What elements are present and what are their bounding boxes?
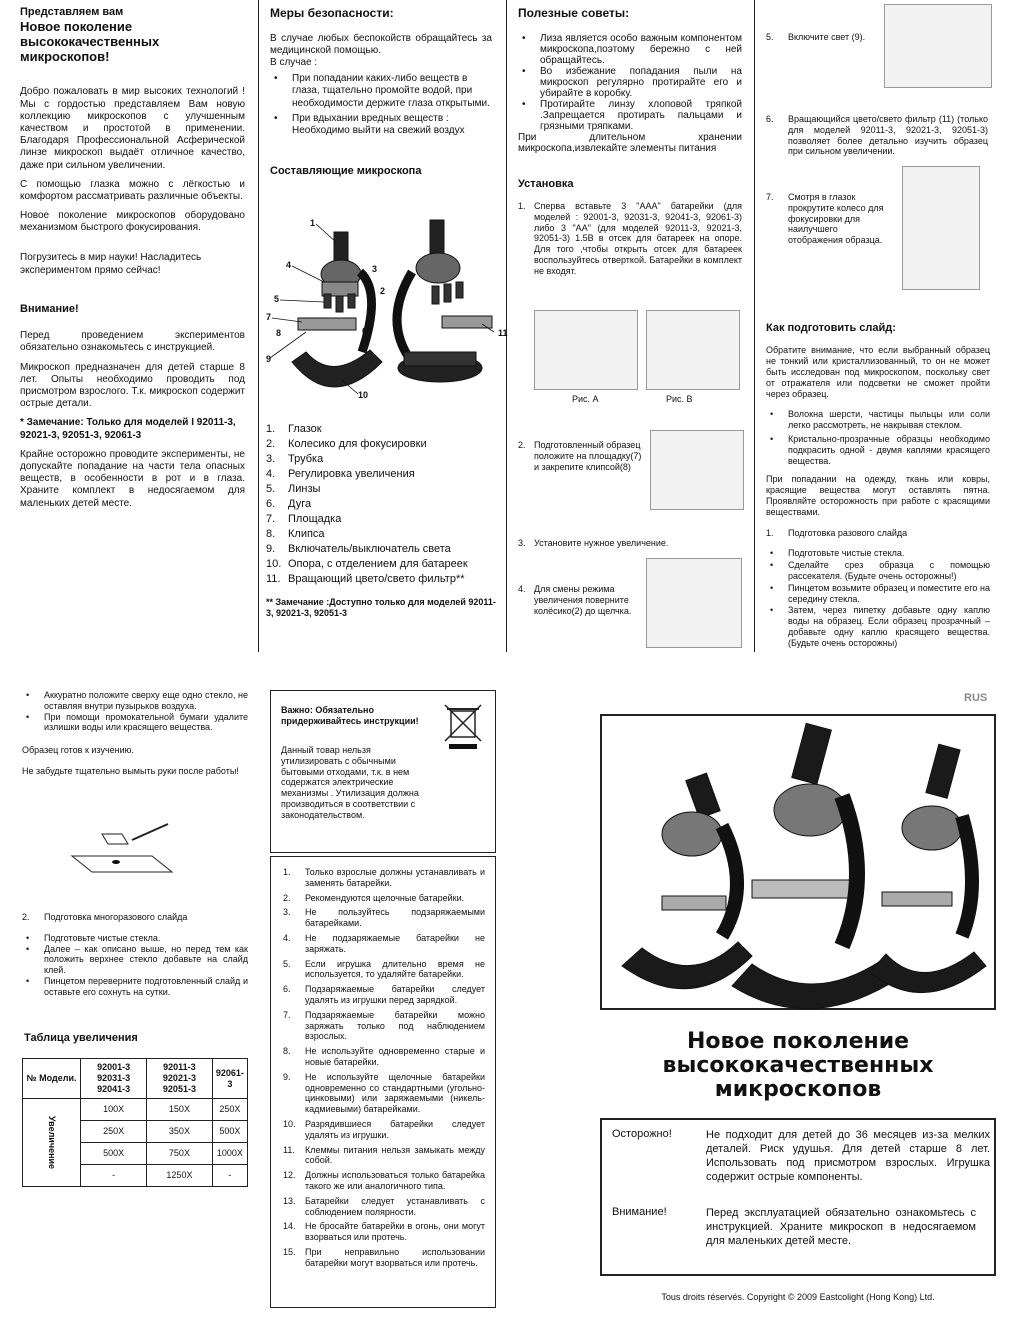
battery-rule-item: 1. Только взрослые должны устанавливать и заменять батарейки. — [283, 867, 485, 888]
table-cell: 150X — [147, 1099, 213, 1121]
divider — [506, 0, 507, 652]
slide-title: Как подготовить слайд: — [766, 322, 896, 334]
slide-warning: При попадании на одежду, ткань или ковры, красящие вещества могут оставлять пятна. Проявляйте осторожность при работе с красящими веществами. — [766, 474, 990, 517]
part-item: 10. Опора, с отделением для батареек — [266, 558, 468, 570]
warning-box — [600, 1118, 996, 1276]
part-item: 7. Площадка — [266, 513, 342, 525]
disposal-title: Важно: Обязательно придерживайтесь инструкции! — [281, 705, 419, 726]
safety-intro: В случае любых беспокойств обращайтесь за медицинской помощью. — [270, 32, 492, 56]
intro-paragraph: Добро пожаловать в мир высоких технологий !Мы с гордостью представляем Вам новую коллекцию микроскопов с улучшенным качеством и простотой в применении. Благодаря Профессиональной Асферической линзе микроскоп выдаёт отличное качество, даже при сильном увеличении. — [20, 86, 245, 171]
step-4-image — [646, 558, 742, 648]
product-title: Новое поколение высококачественных микроскопов — [662, 1029, 934, 1102]
part-item: 4. Регулировка увеличения — [266, 468, 415, 480]
part-item: 8. Клипса — [266, 528, 325, 540]
callout-7: 7 — [266, 312, 272, 322]
battery-figure-b — [646, 310, 740, 390]
parts-note: ** Замечание :Доступно только для моделей 92011-3, 92021-3, 92051-3 — [266, 597, 496, 618]
reusable-item: • Далее – как описано выше, но перед тем как положить верхнее стекло добавьте на слайд клей. — [22, 944, 248, 976]
callout-9: 9 — [266, 354, 272, 364]
microscope-drawing-right — [397, 220, 492, 382]
attention-paragraph: Микроскоп предназначен для детей старше 8 лет. Опыты необходимо проводить под присмотром взрослого. Т.к. микроскоп содержит острые детали. — [20, 361, 245, 410]
slide-item: • Аккуратно положите сверху еще одно стекло, не оставляя внутри пузырьков воздуха. — [22, 690, 248, 712]
copyright: Tous droits réservés. Copyright © 2009 Eastcolight (Hong Kong) Ltd. — [661, 1292, 935, 1302]
slide-intro: Обратите внимание, что если выбранный образец не тонкий или кристаллизованный, то он не может быть исследован под микроскопом, поскольку свет от отражателя или подсветки не сможет пройти через образец. — [766, 345, 990, 399]
battery-rule-item: 12. Должны использоваться только батарейка такого же или аналогичного типа. — [283, 1170, 485, 1191]
intro-title: Новое поколение высококачественных микроскопов! — [20, 19, 160, 65]
sample-ready: Образец готов к изучению. — [22, 745, 134, 756]
reusable-item: • Подготовьте чистые стекла. — [22, 933, 248, 944]
wash-hands: Не забудьте тщательно вымыть руки после работы! — [22, 765, 239, 776]
battery-rule-item: 15. При неправильно использовании батарейки могут взорваться или протечь. — [283, 1246, 485, 1268]
bottom-left-block — [22, 690, 248, 777]
disposal-text: Данный товар нельзя утилизировать с обычными бытовыми отходами, т.к. в нем содержатся электрические механизмы . Утилизация должна производиться в соответствии с законодательством. — [281, 745, 419, 820]
slide-step-1-item: • Затем, через пипетку добавьте одну каплю воды на образец. Если образец прозрачный – добавьте одну каплю красящего вещества. (Будьте очень осторожны) — [766, 605, 990, 648]
part-item: 9. Включатель/выключатель света — [266, 543, 451, 555]
attention-paragraph: Перед проведением экспериментов обязательно ознакомьтесь с инструкцией. — [20, 330, 245, 354]
tip-item: • Протирайте линзу хлоповой тряпкой .Запрещается протирать пальцами и грязными тряпками. — [518, 99, 742, 132]
table-cell: 350X — [147, 1121, 213, 1143]
tips-title: Полезные советы: — [518, 6, 630, 20]
step-7-image — [902, 166, 980, 290]
slide-item: • Волокна шерсти, частицы пыльцы или соли легко рассмотреть, не накрывая стеклом. — [766, 409, 990, 431]
reusable-item: • Пинцетом переверните подготовленный слайд и оставьте его сохнуть на сутки. — [22, 976, 248, 998]
slide-section — [766, 322, 990, 650]
slide-item: • При помощи промокательной бумаги удалите излишки воды или красящего вещества. — [22, 712, 248, 734]
table-header: 92001-3 92031-3 92041-3 — [81, 1059, 147, 1099]
figure-a-caption: Рис. А — [572, 394, 599, 404]
part-item: 6. Дуга — [266, 498, 312, 510]
battery-rule-item: 6. Подзаряжаемые батарейки следует удалять из игрушки перед зарядкой. — [283, 984, 485, 1005]
table-header: 92011-3 92021-3 92051-3 — [147, 1059, 213, 1099]
parts-title: Составляющие микроскопа — [270, 165, 422, 178]
tip-item: • Лиза является особо важным компонентом микроскопа,поэтому бережно с ней обращайтесь. — [518, 33, 742, 66]
table-header: 92061-3 — [212, 1059, 247, 1099]
table-cell: 250X — [81, 1121, 147, 1143]
magnification-table — [22, 1058, 248, 1187]
tips-column — [518, 6, 742, 277]
microscope-drawing-left — [292, 232, 382, 387]
recycle-bin-icon — [443, 701, 483, 749]
attention-text: Перед эксплуатацией обязательно ознакомьтесь с инструкцией. Храните микроскоп в недосягаемом для маленьких детей месте. — [706, 1207, 976, 1247]
language-label: RUS — [964, 692, 988, 704]
table-cell: 750X — [147, 1143, 213, 1165]
safety-item: • При вдыхании вредных веществ : Необходимо выйти на свежий воздух — [270, 113, 492, 137]
install-title: Установка — [518, 177, 574, 190]
intro-small: Представляем вам — [20, 6, 124, 18]
step-2-image — [650, 430, 744, 510]
part-item: 3. Трубка — [266, 453, 324, 465]
attention-label: Внимание! — [612, 1206, 667, 1218]
install-step-4: 4. Для смены режима увеличения поверните колёсико(2) до щелчка. — [518, 584, 632, 616]
callout-3: 3 — [372, 264, 378, 274]
battery-rule-item: 5. Если игрушка длительно время не используется, то удаляйте батарейки. — [283, 958, 485, 980]
slide-step-1-item: • Подготовьте чистые стекла. — [766, 548, 990, 559]
callout-2: 2 — [380, 286, 386, 296]
slide-step-1: 1. Подготовка разового слайда — [766, 527, 908, 538]
magnification-table-title: Таблица увеличения — [24, 1032, 138, 1044]
table-cell: 500X — [81, 1143, 147, 1165]
attention-title: Внимание! — [20, 302, 79, 315]
slide-step-1-item: • Сделайте срез образца с помощью рассекателя. (Будьте очень осторожны!) — [766, 560, 990, 582]
battery-rule-item: 8. Не используйте одновременно старые и новые батарейки. — [283, 1046, 485, 1067]
battery-rule-item: 14. Не бросайте батарейки в огонь, они могут взорваться или протечь. — [283, 1221, 485, 1243]
install-step-1: 1. Сперва вставьте 3 "ААА" батарейки (для моделей : 92001-3, 92031-3, 92041-3, 92061-3) либо 3 "АА" (для моделей 92011-3, 92021-3, 92051-3) 1.5В в отсек для батареек на опоре. Для того ,чтобы открыть отсек для батареек воспользуйтесь отверткой. Батарейки в комплект не входят. — [518, 201, 742, 276]
step-7: 7. Смотря в глазок прокрутите колесо для фокусировки для наилучшего отображения образца. — [766, 192, 884, 246]
microscopes-photo — [602, 716, 994, 1008]
battery-rule-item: 11. Клеммы питания нельзя замыкать между собой. — [283, 1144, 485, 1166]
battery-figure-a — [534, 310, 638, 390]
safety-item: • При попадании каких-либо веществ в глаза, тщательно промойте водой, при необходимости держите глаза открытыми. — [270, 73, 492, 110]
part-item: 5. Линзы — [266, 483, 321, 495]
step-5: 5. Включите свет (9). — [766, 32, 866, 42]
callout-4: 4 — [286, 260, 292, 270]
intro-paragraph: Новое поколение микроскопов оборудовано механизмом быстрого фокусирования. — [20, 210, 245, 234]
step-6: 6. Вращающийся цвето/свето фильтр (11) (только для моделей 92011-3, 92021-3, 92051-3) позволяет более детально изучить образец при сильном увеличении. — [766, 114, 988, 157]
slide-preparation-image — [72, 820, 172, 878]
battery-rule-item: 3. Не пользуйтесь подзаряжаемыми батарейками. — [283, 907, 485, 929]
slide-step-1-item: • Пинцетом возьмите образец и поместите его на середину стекла. — [766, 583, 990, 605]
part-item: 1. Глазок — [266, 423, 322, 435]
battery-rules — [270, 856, 496, 1308]
table-cell: 1250X — [147, 1165, 213, 1187]
callout-5: 5 — [274, 294, 280, 304]
divider — [258, 0, 259, 652]
caution-label: Осторожно! — [612, 1128, 672, 1140]
table-header-model: № Модели. — [23, 1059, 81, 1099]
battery-rule-item: 4. Не подзаряжаемые батарейки не заряжать. — [283, 932, 485, 954]
attention-note: * Замечание: Только для моделей I 92011-3, 92021-3, 92051-3, 92061-3 — [20, 417, 236, 441]
safety-title: Меры безопасности: — [270, 6, 394, 20]
slide-item: • Кристально-прозрачные образцы необходимо подкрасить одной - двумя каплями красящего вещества. — [766, 434, 990, 466]
table-cell: 250X — [212, 1099, 247, 1121]
intro-paragraph: С помощью глазка можно с лёгкостью и комфортом рассматривать различные объекты. — [20, 178, 245, 202]
reusable-slide-block — [22, 912, 248, 998]
divider — [754, 0, 755, 652]
disposal-notice — [270, 690, 496, 853]
battery-rule-item: 13. Батарейки следует устанавливать с соблюдением полярности. — [283, 1195, 485, 1217]
tips-after: При длительном хранении микроскопа,извлекайте элементы питания — [518, 131, 742, 154]
step-5-image — [884, 4, 992, 88]
intro-paragraph: Погрузитесь в мир науки! Насладитесь экспериментом прямо сейчас! — [20, 252, 202, 276]
battery-rules-list — [271, 857, 495, 1269]
battery-rule-item: 10. Разрядившиеся батарейки следует удалять из игрушки. — [283, 1118, 485, 1140]
part-item: 11. Вращающий цвето/свето фильтр** — [266, 573, 465, 585]
microscope-parts-diagram — [262, 212, 506, 408]
battery-rule-item: 7. Подзаряжаемые батарейки можно заряжать только под наблюдением взрослых. — [283, 1009, 485, 1042]
attention-paragraph: Крайне осторожно проводите эксперименты, не допускайте попадание на части тела опасных веществ, в особенности в рот и в глаза. Храните комплект в недосягаемом для маленьких детей месте. — [20, 448, 245, 509]
callout-8: 8 — [276, 328, 282, 338]
table-cell: - — [81, 1165, 147, 1187]
install-step-3: 3. Установите нужное увеличение. — [518, 538, 669, 548]
callout-11: 11 — [498, 328, 508, 338]
tip-item: • Во избежание попадания пыли на микроскоп регулярно протирайте его и убирайте в коробку. — [518, 66, 742, 99]
reusable-step: 2. Подготовка многоразового слайда — [22, 912, 188, 922]
parts-list-block — [266, 422, 498, 619]
table-side-label: Увеличение — [23, 1099, 81, 1187]
battery-rule-item: 2. Рекомендуются щелочные батарейки. — [283, 892, 465, 903]
callout-10: 10 — [358, 390, 369, 400]
callout-1: 1 — [310, 218, 316, 228]
table-row — [23, 1099, 248, 1121]
figure-b-caption: Рис. В — [666, 394, 693, 404]
install-step-2: 2. Подготовленный образец положите на площадку(7) и закрепите клипсой(8) — [518, 440, 642, 472]
callout-6: 6 — [362, 326, 368, 336]
table-cell: - — [212, 1165, 247, 1187]
safety-column — [270, 6, 492, 179]
intro-column — [20, 6, 245, 517]
safety-case: В случае : — [270, 57, 318, 68]
product-photo-frame — [600, 714, 996, 1010]
table-cell: 100X — [81, 1099, 147, 1121]
caution-text: Не подходит для детей до 36 месяцев из-за мелких деталей. Риск удушья. Для детей старше 8 лет. Использовать под присмотром взрослых. Игрушка содержит острые компоненты. — [706, 1129, 990, 1183]
table-cell: 1000X — [212, 1143, 247, 1165]
part-item: 2. Колесико для фокусировки — [266, 438, 427, 450]
table-cell: 500X — [212, 1121, 247, 1143]
battery-rule-item: 9. Не используйте щелочные батарейки одновременно со стандартными (угольно-цинковыми) или заряжаемыми (никель-кадмиевыми) батарейками. — [283, 1071, 485, 1115]
